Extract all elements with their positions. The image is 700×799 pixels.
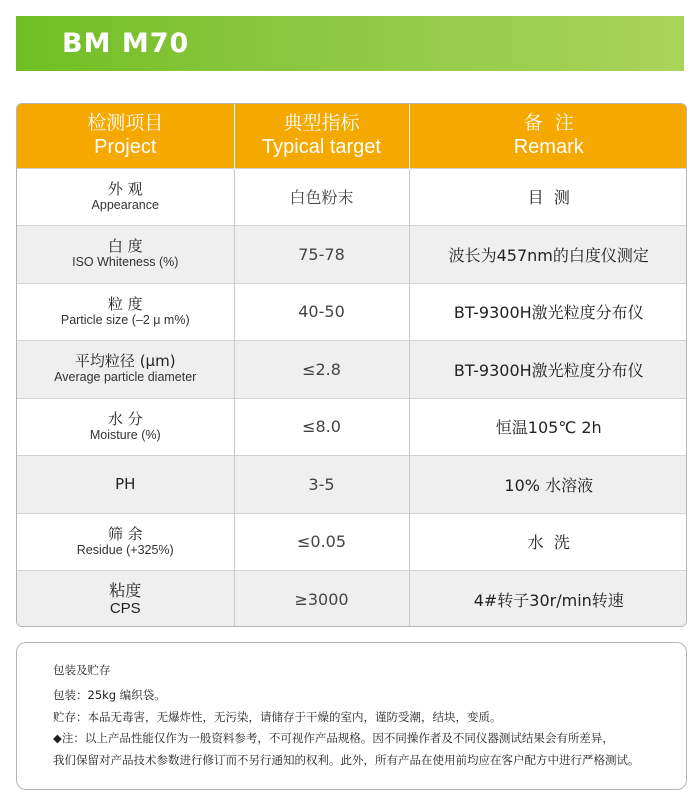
header-target-cn: 典型指标: [283, 112, 360, 135]
value-cell: 40-50: [234, 283, 409, 341]
value-cell: ≤8.0: [234, 398, 409, 456]
spec-table-container: [16, 103, 687, 627]
spec-table: [17, 104, 687, 627]
table-row: [17, 226, 687, 284]
project-cell: [17, 341, 234, 399]
table-row: [17, 341, 687, 399]
project-en: Moisture (%): [89, 427, 161, 442]
project-cn: 水 分: [107, 409, 143, 428]
project-cn: 外 观: [107, 179, 143, 198]
project-en: ISO Whiteness (%): [72, 255, 179, 270]
disclaimer-text: ◆注：以上产品性能仅作为一般资料参考，不可视作产品规格。因不同操作者及不同仪器测试结果会有所差异，: [53, 731, 614, 746]
value-cell: ≤2.8: [234, 341, 409, 399]
project-cell: [17, 168, 234, 226]
remark-cell: BT-9300H激光粒度分布仪: [409, 283, 687, 341]
remark-cell: 10% 水溶液: [409, 456, 687, 514]
project-cell: [17, 456, 234, 514]
table-header-row: [17, 104, 687, 168]
remark-cell: 水 洗: [409, 513, 687, 571]
remark-cell: 恒温105℃ 2h: [409, 398, 687, 456]
project-single: PH: [115, 475, 136, 494]
project-en: Particle size (–2 μ m%): [60, 312, 190, 327]
project-en: Average particle diameter: [54, 370, 197, 385]
project-cn: 筛 余: [107, 524, 143, 543]
project-cell: [17, 513, 234, 571]
title-banner: [16, 16, 684, 71]
header-typical-target: [234, 104, 409, 168]
remark-cell: 波长为457nm的白度仪测定: [409, 226, 687, 284]
packaging-notes-box: [16, 642, 687, 790]
project-cn: 平均粒径 (μm): [74, 352, 176, 371]
project-en: Appearance: [91, 197, 159, 212]
project-cell: [17, 571, 234, 628]
header-remark-en: Remark: [513, 136, 584, 159]
header-remark-cn: 备 注: [523, 112, 574, 135]
remark-cell: 4#转子30r/min转速: [409, 571, 687, 628]
header-project-cn: 检测项目: [87, 112, 164, 135]
table-row: [17, 168, 687, 226]
project-cell: [17, 283, 234, 341]
value-cell: 3-5: [234, 456, 409, 514]
value-cell: 75-78: [234, 226, 409, 284]
remark-cell: BT-9300H激光粒度分布仪: [409, 341, 687, 399]
project-cn: 白 度: [107, 237, 143, 256]
project-en: Residue (+325%): [76, 542, 174, 557]
header-project: [17, 104, 234, 168]
disclaimer-text-2: 我们保留对产品技术参数进行修订而不另行通知的权利。此外，所有产品在使用前均应在客户配方中进行严格测试。: [53, 752, 640, 767]
project-cell: [17, 226, 234, 284]
project-cn: 粘度: [109, 580, 142, 600]
storage-text: 贮存：本品无毒害，无爆炸性，无污染，请储存于干燥的室内，谨防受潮，结块，变质。: [53, 709, 502, 724]
project-en: CPS: [109, 599, 141, 617]
table-row: [17, 456, 687, 514]
table-row: [17, 571, 687, 628]
table-row: [17, 513, 687, 571]
value-cell: 白色粉末: [234, 168, 409, 226]
value-cell: ≥3000: [234, 571, 409, 628]
value-cell: ≤0.05: [234, 513, 409, 571]
table-row: [17, 398, 687, 456]
header-target-en: Typical target: [262, 136, 381, 159]
packaging-text: 包装：25kg 编织袋。: [53, 688, 166, 703]
project-cell: [17, 398, 234, 456]
header-project-en: Project: [94, 136, 157, 159]
product-title: BM M70: [62, 28, 190, 59]
remark-cell: 目 测: [409, 168, 687, 226]
header-remark: [409, 104, 687, 168]
notes-title: 包装及贮存: [53, 663, 111, 677]
project-cn: 粒 度: [107, 294, 143, 313]
table-row: [17, 283, 687, 341]
